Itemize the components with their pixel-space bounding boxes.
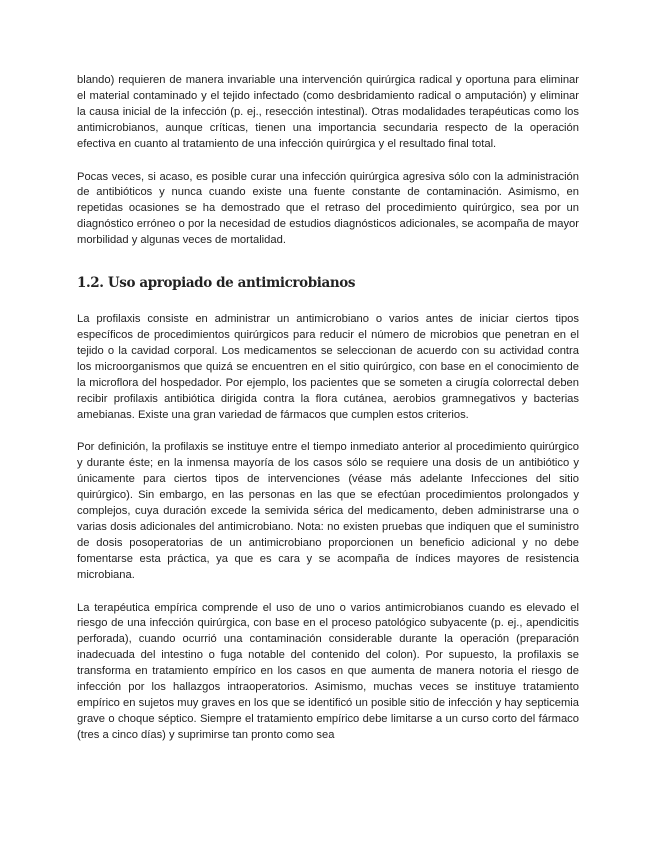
paragraph-surgical-intervention: blando) requieren de manera invariable una intervención quirúrgica radical y oportuna para eliminar el material contaminado y el tejido infectado (como desbridamiento radical o amputación) y eliminar la causa inicial de la infección (p. ej., resección intestinal). Otras modalidades terapéuticas como los antimicrobianos, aunque críticas, tienen una importancia secundaria respecto de la operación efectiva en cuanto al tratamiento de una infección quirúrgica y el resultado final total. xyxy=(77,74,579,150)
section-heading: 1.2. Uso apropiado de antimicrobianos xyxy=(77,275,356,292)
paragraph-empirical-therapy: La terapéutica empírica comprende el uso de uno o varios antimicrobianos cuando es elevado el riesgo de una infección quirúrgica, con base en el proceso patológico subyacente (p. ej., apendicitis perforada), cuando ocurrió una contaminación considerable durante la operación (preparación inadecuada del intestino o fuga notable del contenido del colon). Por supuesto, la profilaxis se transforma en tratamiento empírico en los casos en que aumenta de manera notoria el riesgo de infección por los hallazgos intraoperatorios. Asimismo, muchas veces se instituye tratamiento empírico en sujetos muy graves en los que se identificó un posible sitio de infección y hay septicemia grave o choque séptico. Siempre el tratamiento empírico debe limitarse a un curso corto del fármaco (tres a cinco días) y suprimirse tan pronto como sea xyxy=(77,601,579,741)
paragraph-antibiotics-alone: Pocas veces, si acaso, es posible curar una infección quirúrgica agresiva sólo con la administración de antibióticos y nunca cuando existe una fuente constante de contaminación. Asimismo, en repetidas ocasiones se ha demostrado que el retraso del procedimiento quirúrgico, sea por un diagnóstico erróneo o por la necesidad de estudios diagnósticos adicionales, se acompaña de mayor morbilidad y algunas veces de mortalidad. xyxy=(77,170,579,247)
paragraph-prophylaxis: La profilaxis consiste en administrar un antimicrobiano o varios antes de iniciar ciertos tipos específicos de procedimientos quirúrgicos para reducir el número de microbios que penetran en el tejido o la cavidad corporal. Los medicamentos se seleccionan de acuerdo con su actividad contra los microorganismos que quizá se encuentren en el sitio quirúrgico, con base en el conocimiento de la microflora del hospedador. Por ejemplo, los pacientes que se someten a cirugía colorrectal deben recibir profilaxis antibiótica dirigida contra la flora cutánea, aerobios gramnegativos y bacterias amebianas. Existe una gran variedad de fármacos que cumplen estos criterios. xyxy=(77,313,579,421)
paragraph-prophylaxis-definition: Por definición, la profilaxis se instituye entre el tiempo inmediato anterior al procedimiento quirúrgico y durante éste; en la inmensa mayoría de los casos sólo se requiere una dosis de un antibiótico y únicamente para ciertos tipos de intervenciones (véase más adelante Infecciones del sitio quirúrgico). Sin embargo, en las personas en las que se efectúan procedimientos prolongados y complejos, cuya duración excede la semivida sérica del medicamento, deben administrarse una o varias dosis adicionales del antimicrobiano. Nota: no existen pruebas que indiquen que el suministro de dosis posoperatorias de un antimicrobiano proporcionen un beneficio adicional y no debe fomentarse esta práctica, ya que es cara y se acompaña de índices mayores de resistencia microbiana. xyxy=(77,441,579,581)
